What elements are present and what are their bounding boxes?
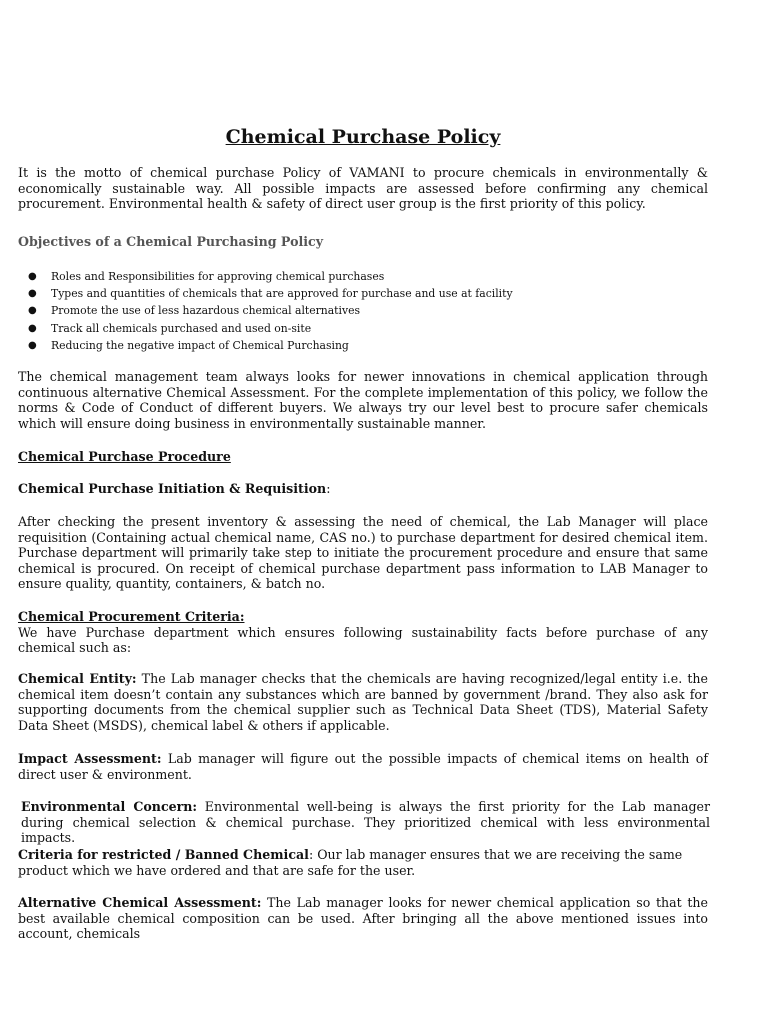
criteria-item-text: The Lab manager looks for newer chemical application so that the best available chemical composition can be used. After bringing all the above mentioned issues into account, chemicals [18,895,708,942]
list-item-text: Track all chemicals purchased and used on-site [51,321,312,335]
initiation-colon: : [326,481,331,496]
intro-text: It is the motto of chemical purchase Policy of VAMANI to procure chemicals in environmentally & economically sustainable way. All possible impacts are assessed before confirming any chemical procurement. Environmental health & safety of direct user group is the first priority of this policy. [18,165,708,212]
criteria-section [18,609,708,656]
criteria-item-label: Criteria for restricted / Banned Chemical [18,847,309,862]
list-item [18,268,708,285]
criteria-item-paragraph [18,847,708,878]
initiation-heading: Chemical Purchase Initiation & Requisition [18,481,327,496]
bullet-icon: ● [28,288,37,300]
management-paragraph [18,369,708,431]
criteria-item-text: The Lab manager checks that the chemicals are having recognized/legal entity i.e. the chemical item doesn’t contain any substances which are banned by government /brand. They also ask for supporting documents from the chemical supplier such as Technical Data Sheet (TDS), Material Safety Data Sheet (MSDS), chemical label & others if applicable. [18,671,708,733]
criteria-item-paragraph [18,751,708,782]
management-text: The chemical management team always looks for newer innovations in chemical application through continuous alternative Chemical Assessment. For the complete implementation of this policy, we follow the norms & Code of Conduct of different buyers. We always try our level best to procure safer chemicals which will ensure doing business in environmentally sustainable manner. [18,369,708,431]
criteria-item-paragraph [21,799,710,846]
list-item [18,337,708,354]
criteria-item-paragraph [18,895,708,942]
bullet-icon: ● [28,322,37,334]
criteria-heading: Chemical Procurement Criteria: [18,609,245,624]
list-item-text: Promote the use of less hazardous chemical alternatives [51,304,360,318]
initiation-paragraph [18,514,708,592]
objectives-section [18,234,708,250]
list-item [18,320,708,337]
criteria-item-text: Environmental well-being is always the first priority for the Lab manager during chemical selection & chemical purchase. They prioritized chemical with less environmental impacts. [21,799,710,846]
list-item-text: Roles and Responsibilities for approving chemical purchases [51,270,385,283]
criteria-item-paragraph [18,671,708,733]
criteria-item-label: Alternative Chemical Assessment: [18,895,262,910]
criteria-item [18,751,708,782]
list-item [18,302,708,319]
criteria-item-text: : Our lab manager ensures that we are receiving the same product which we have ordered and that are safe for the user. [18,847,683,878]
bullet-icon: ● [28,271,37,282]
initiation-heading-wrap [18,481,708,497]
bullet-icon: ● [28,305,37,317]
initiation-heading-line [18,481,708,497]
bullet-icon: ● [28,339,37,351]
objectives-heading: Objectives of a Chemical Purchasing Policy [18,234,324,249]
objectives-list [18,268,708,354]
criteria-item-text: Lab manager will figure out the possible impacts of chemical items on health of direct user & environment. [18,751,708,782]
list-item-text: Types and quantities of chemicals that are approved for purchase and use at facility [51,287,513,301]
initiation-text: After checking the present inventory & assessing the need of chemical, the Lab Manager will place requisition (Containing actual chemical name, CAS no.) to purchase department for desired chemical item. Purchase department will primarily take step to initiate the procurement procedure and ensure that same chemical is procured. On receipt of chemical purchase department pass information to LAB Manager to ensure quality, quantity, containers, & batch no. [18,514,708,592]
procedure-heading-wrap [18,449,708,465]
criteria-item-label: Chemical Entity: [18,671,137,686]
criteria-item-label: Environmental Concern: [21,799,198,814]
list-item-text: Reducing the negative impact of Chemical Purchasing [51,338,349,352]
criteria-item [18,671,708,733]
criteria-item-label: Impact Assessment: [18,751,162,766]
intro-paragraph [18,165,708,212]
criteria-intro: We have Purchase department which ensures following sustainability facts before purchase of any chemical such as: [18,624,708,656]
procedure-heading: Chemical Purchase Procedure [18,449,231,464]
criteria-item [18,895,708,942]
list-item [18,285,708,302]
page-title: Chemical Purchase Policy [225,126,501,148]
objectives-list-wrap [18,268,708,354]
criteria-item [18,847,708,878]
criteria-item [21,799,710,846]
